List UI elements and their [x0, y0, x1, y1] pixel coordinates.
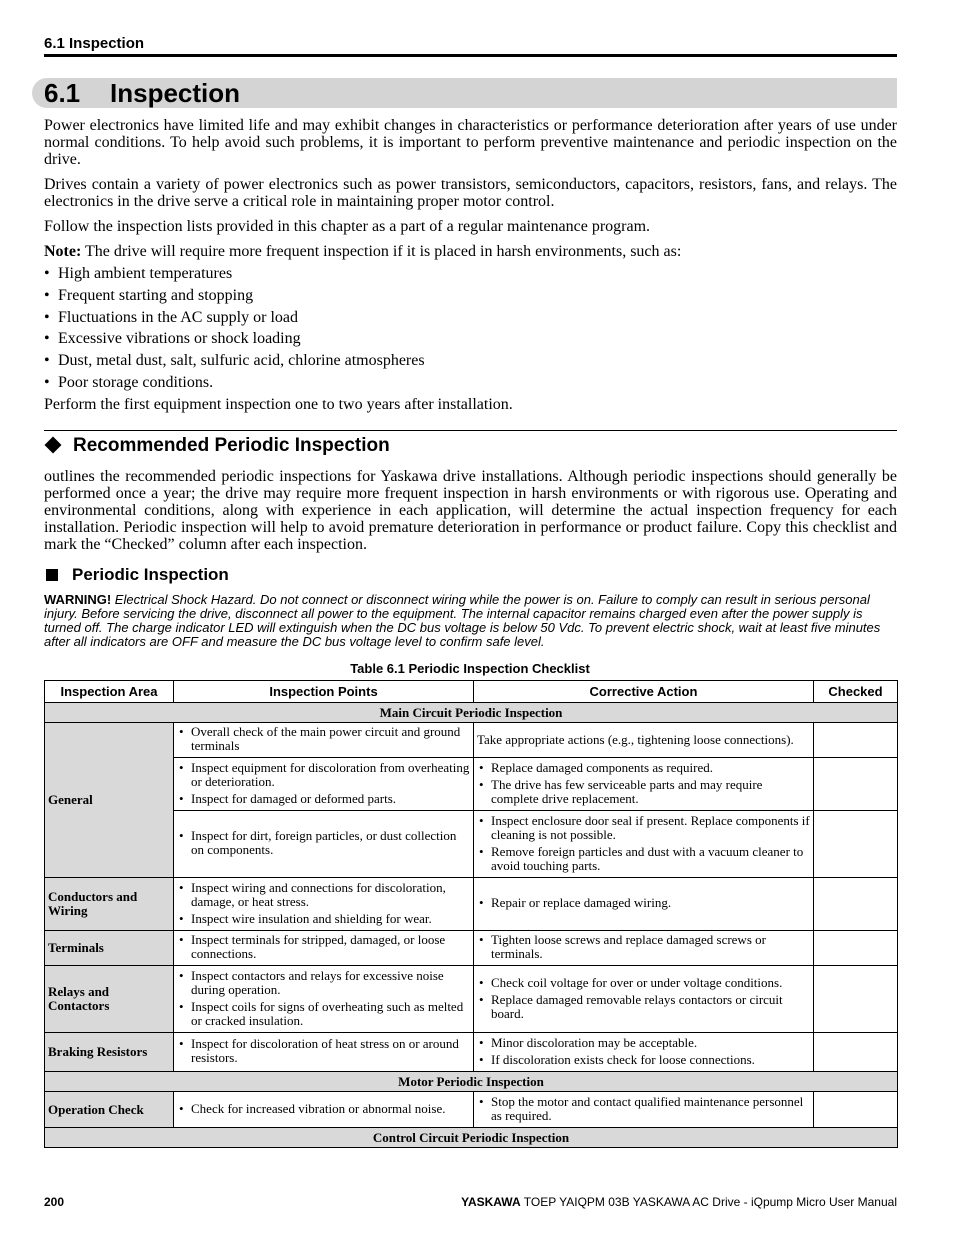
group-label: Main Circuit Periodic Inspection: [45, 703, 898, 723]
intro-paragraph-5: Perform the first equipment inspection one to two years after installation.: [44, 396, 513, 413]
footer-brand: YASKAWA: [461, 1195, 521, 1209]
intro-paragraph-2: Drives contain a variety of power electronics such as power transistors, semiconductors, capacitors, resistors, fans, and relays. The electronics in the drive serve a critical role in maintaining proper motor control.: [44, 176, 897, 210]
list-item: • Inspect for dirt, foreign particles, or dust collection on components.: [177, 829, 470, 857]
list-item: • Replace damaged components as required.: [477, 761, 810, 775]
table-row: [45, 723, 898, 758]
action-cell: [474, 811, 814, 878]
area-cell: Relays and Contactors: [45, 966, 174, 1033]
checked-cell[interactable]: [814, 1092, 898, 1128]
list-item: • Minor discoloration may be acceptable.: [477, 1036, 810, 1050]
table-row: [45, 966, 898, 1033]
table-row: [45, 1033, 898, 1072]
list-item: • Stop the motor and contact qualified maintenance personnel as required.: [477, 1095, 810, 1123]
square-bullet-icon: [46, 569, 58, 581]
action-cell: [474, 1092, 814, 1128]
action-cell: [474, 878, 814, 931]
area-cell: Operation Check: [45, 1092, 174, 1128]
checked-cell[interactable]: [814, 723, 898, 758]
table-caption: Table 6.1 Periodic Inspection Checklist: [350, 661, 590, 676]
header-rule: [44, 54, 897, 57]
list-item: • Poor storage conditions.: [44, 373, 214, 391]
table-row: [45, 878, 898, 931]
list-item: • Inspect wire insulation and shielding for wear.: [177, 912, 470, 926]
list-item: • High ambient temperatures: [44, 265, 233, 282]
subsection-title: Periodic Inspection: [72, 565, 229, 584]
inspection-checklist-table: [44, 680, 898, 1148]
action-cell: [474, 966, 814, 1033]
points-cell: [174, 758, 474, 811]
subsection-heading: [44, 565, 229, 585]
list-item: • Inspect enclosure door seal if present. Replace components if cleaning is not possible.: [477, 814, 810, 842]
list-item: • If discoloration exists check for loose connections.: [477, 1053, 810, 1067]
list-item: • Check coil voltage for over or under voltage conditions.: [477, 976, 810, 990]
chapter-title: [44, 77, 240, 109]
list-item: • Inspect terminals for stripped, damaged, or loose connections.: [177, 933, 470, 961]
area-cell: General: [45, 723, 174, 878]
list-item: • The drive has few serviceable parts and may require complete drive replacement.: [477, 778, 810, 806]
action-cell: [474, 931, 814, 966]
list-item: • Inspect equipment for discoloration from overheating or deterioration.: [177, 761, 470, 789]
footer-manual: TOEP YAIQPM 03B YASKAWA AC Drive - iQpump Micro User Manual: [520, 1195, 897, 1209]
list-item: • Repair or replace damaged wiring.: [477, 896, 810, 910]
column-header: Corrective Action: [474, 681, 814, 703]
note-paragraph: [44, 243, 897, 260]
intro-paragraph-1: Power electronics have limited life and may exhibit changes in characteristics or performance deterioration after years of use under normal conditions. To help avoid such problems, it is important to perform preventive maintenance and periodic inspection on the drive.: [44, 117, 897, 168]
diamond-icon: [45, 436, 62, 453]
list-item: • Inspect contactors and relays for excessive noise during operation.: [177, 969, 470, 997]
list-item: • Inspect wiring and connections for discoloration, damage, or heat stress.: [177, 881, 470, 909]
list-item: • Excessive vibrations or shock loading: [44, 330, 301, 348]
warning-label: WARNING!: [44, 592, 112, 607]
group-row-main-circuit: [45, 703, 898, 723]
intro-paragraph-3: Follow the inspection lists provided in this chapter as a part of a regular maintenance program.: [44, 218, 651, 235]
list-item: • Check for increased vibration or abnormal noise.: [177, 1102, 470, 1116]
area-cell: Conductors and Wiring: [45, 878, 174, 931]
list-item: • Frequent starting and stopping: [44, 286, 254, 304]
points-cell: [174, 1033, 474, 1072]
list-item: • Inspect for discoloration of heat stress on or around resistors.: [177, 1037, 470, 1065]
checked-cell[interactable]: [814, 811, 898, 878]
table-header-row: [45, 681, 898, 703]
list-item: • Fluctuations in the AC supply or load: [44, 308, 298, 326]
list-item: • Dust, metal dust, salt, sulfuric acid, chlorine atmospheres: [44, 352, 425, 370]
action-cell: [474, 1033, 814, 1072]
note-text: The drive will require more frequent inspection if it is placed in harsh environments, such as:: [81, 243, 682, 260]
checked-cell[interactable]: [814, 758, 898, 811]
group-label: Motor Periodic Inspection: [45, 1072, 898, 1092]
list-item: • Remove foreign particles and dust with a vacuum cleaner to avoid touching parts.: [477, 845, 810, 873]
action-cell: [474, 758, 814, 811]
list-item: • Replace damaged removable relays contactors or circuit board.: [477, 993, 810, 1021]
points-cell: [174, 723, 474, 758]
group-row-control-circuit: [45, 1128, 898, 1148]
chapter-title-text: Inspection: [110, 78, 241, 108]
warning-text: Electrical Shock Hazard. Do not connect or disconnect wiring while the power is on. Failure to comply can result in serious personal injury. Before servicing the drive, disconnect all power to the equipment. The internal capacitor remains charged even after the power supply is turned off. The charge indicator LED will extinguish when the DC bus voltage is below 50 Vdc. To prevent electric shock, wait at least five minutes after all indicators are OFF and measure the DC bus voltage level to confirm safe level.: [44, 592, 881, 649]
environment-bullet-list: [44, 264, 425, 395]
column-header: Inspection Points: [174, 681, 474, 703]
footer-title: [461, 1195, 897, 1209]
warning-paragraph: [44, 593, 897, 649]
checked-cell[interactable]: [814, 878, 898, 931]
list-item: • Inspect for damaged or deformed parts.: [177, 792, 470, 806]
list-item: • Inspect coils for signs of overheating such as melted or cracked insulation.: [177, 1000, 470, 1028]
points-cell: [174, 878, 474, 931]
group-label: Control Circuit Periodic Inspection: [45, 1128, 898, 1148]
list-item: • Overall check of the main power circuit and ground terminals: [177, 725, 470, 753]
area-cell: Braking Resistors: [45, 1033, 174, 1072]
table-row: [45, 931, 898, 966]
section-paragraph: outlines the recommended periodic inspections for Yaskawa drive installations. Although periodic inspections should generally be performed once a year; the drive may require more frequent inspection in harsh environments or with rigorous use. Operating and environmental conditions, along with experience in each application, will determine the actual inspection frequency for each installation. Periodic inspection will help to avoid premature deterioration in performance or product failure. Copy this checklist and mark the “Checked” column after each inspection.: [44, 468, 897, 553]
action-cell: Take appropriate actions (e.g., tightening loose connections).: [474, 723, 814, 758]
points-cell: [174, 1092, 474, 1128]
points-cell: [174, 931, 474, 966]
note-label: Note:: [44, 243, 82, 260]
column-header: Inspection Area: [45, 681, 174, 703]
section-title: Recommended Periodic Inspection: [73, 435, 390, 456]
section-rule: [44, 430, 897, 431]
checked-cell[interactable]: [814, 966, 898, 1033]
group-row-motor: [45, 1072, 898, 1092]
points-cell: [174, 966, 474, 1033]
running-head: 6.1 Inspection: [44, 35, 145, 52]
checked-cell[interactable]: [814, 931, 898, 966]
chapter-number: 6.1: [44, 78, 81, 108]
points-cell: [174, 811, 474, 878]
list-item: • Tighten loose screws and replace damaged screws or terminals.: [477, 933, 810, 961]
checked-cell[interactable]: [814, 1033, 898, 1072]
page-number: 200: [44, 1195, 65, 1209]
column-header: Checked: [814, 681, 898, 703]
section-heading: [44, 434, 390, 458]
area-cell: Terminals: [45, 931, 174, 966]
table-row: [45, 1092, 898, 1128]
